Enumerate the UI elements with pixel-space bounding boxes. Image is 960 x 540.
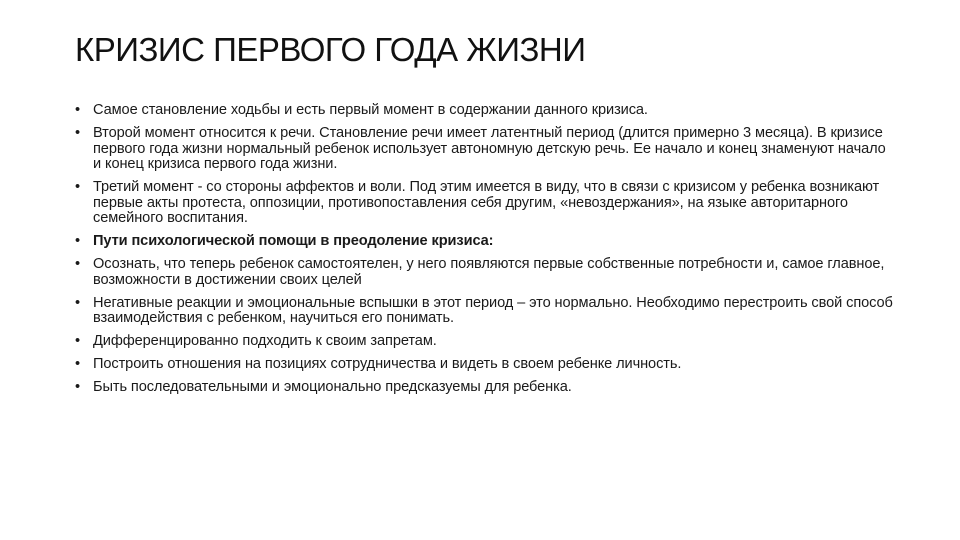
bullet-text: Быть последовательными и эмоционально предсказуемы для ребенка. xyxy=(93,379,572,396)
bullet-text: Осознать, что теперь ребенок самостоятелен, у него появляются первые собственные потребности и, самое главное, возможности в достижении своих целей xyxy=(93,256,885,288)
bullet-point-icon: • xyxy=(75,233,81,250)
bullet-point-icon: • xyxy=(75,124,81,141)
bullet-point-icon: • xyxy=(75,356,81,373)
bullet-point-icon: • xyxy=(75,379,81,396)
bullet-item xyxy=(75,334,895,350)
bullet-text: Негативные реакции и эмоциональные вспышки в этот период – это нормально. Необходимо перестроить свой способ взаимодействия с ребенком, научиться его понимать. xyxy=(93,294,893,327)
bullet-text: Третий момент - со стороны аффектов и воли. Под этим имеется в виду, что в связи с кризисом у ребенка возникают первые акты протеста, оппозиции, противопоставления себя другим, «невоздержания», на языке авторитарного семейного воспитания. xyxy=(93,179,880,227)
bullet-point-icon: • xyxy=(75,179,81,196)
bullet-text: Самое становление ходьбы и есть первый момент в содержании данного кризиса. xyxy=(93,102,648,118)
bullet-text: Построить отношения на позициях сотрудничества и видеть в своем ребенке личность. xyxy=(93,356,682,373)
bullet-point-icon: • xyxy=(75,294,81,311)
bullet-item xyxy=(75,380,895,396)
bullet-item xyxy=(75,126,895,173)
bullet-text: Второй момент относится к речи. Становление речи имеет латентный период (длится примерно 3 месяца). В кризисе первого года жизни нормальный ребенок использует автономную детскую речь. Ее начало и конец знаменуют начало и конец кризиса первого года жизни. xyxy=(93,124,886,173)
bullet-item xyxy=(75,180,895,227)
bullet-list xyxy=(75,103,895,403)
bullet-item xyxy=(75,296,895,327)
bullet-item xyxy=(75,103,895,119)
bullet-text: Пути психологической помощи в преодоление кризиса: xyxy=(93,233,494,250)
slide-title: КРИЗИС ПЕРВОГО ГОДА ЖИЗНИ xyxy=(75,31,586,68)
bullet-point-icon: • xyxy=(75,102,81,118)
bullet-item-heading xyxy=(75,234,895,250)
bullet-item xyxy=(75,257,895,288)
bullet-point-icon: • xyxy=(75,256,81,273)
bullet-text: Дифференцированно подходить к своим запретам. xyxy=(93,333,437,350)
bullet-point-icon: • xyxy=(75,333,81,350)
bullet-item xyxy=(75,357,895,373)
